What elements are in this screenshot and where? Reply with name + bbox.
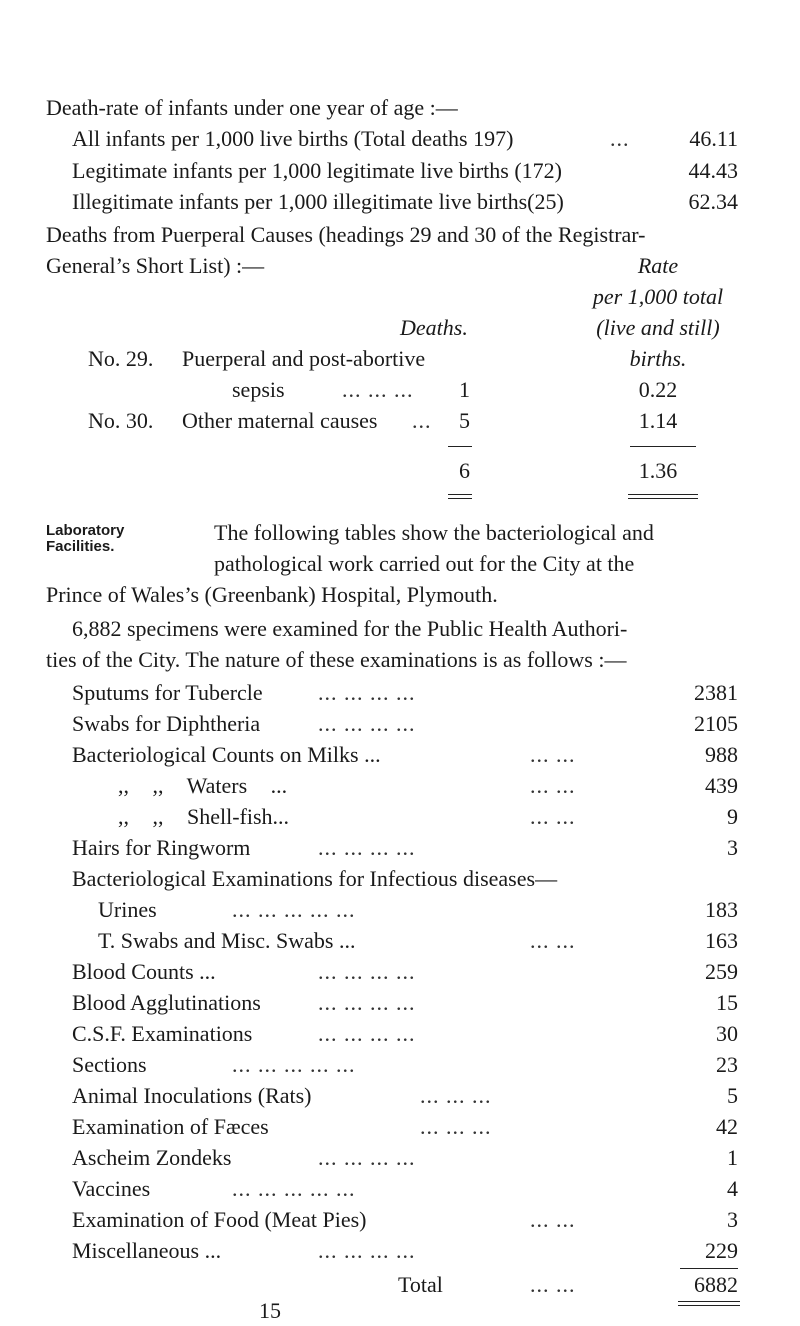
specimen-label: Urines xyxy=(98,897,157,922)
total-dots: ... ... xyxy=(530,1272,576,1297)
puerperal-no: No. 30. xyxy=(88,408,154,433)
specimen-count: 23 xyxy=(716,1052,738,1077)
specimen-count: 259 xyxy=(705,959,738,984)
puerperal-rate: 1.14 xyxy=(638,408,678,433)
specimen-count: 3 xyxy=(727,835,738,860)
infant-row-label: Illegitimate infants per 1,000 illegitimate live births(25) xyxy=(72,189,564,214)
puerperal-heading-line2: General’s Short List) :— xyxy=(46,253,265,278)
infant-row-dots: ... xyxy=(610,126,630,151)
puerperal-total-deaths: 6 xyxy=(459,458,470,483)
lab-paragraph: ties of the City. The nature of these examinations is as follows :— xyxy=(46,647,627,672)
specimen-dots: ... ... xyxy=(530,804,576,829)
specimen-dots: ... ... ... ... ... xyxy=(232,897,356,922)
specimen-dots: ... ... ... ... xyxy=(318,1238,416,1263)
infant-row-value: 46.11 xyxy=(689,126,738,151)
specimen-count: 229 xyxy=(705,1238,738,1263)
side-heading: Laboratory xyxy=(46,522,125,539)
specimen-count: 30 xyxy=(716,1021,738,1046)
deaths-column-header: Deaths. xyxy=(400,315,468,340)
infant-row-label: Legitimate infants per 1,000 legitimate live births (172) xyxy=(72,158,562,183)
specimen-dots: ... ... ... ... xyxy=(318,835,416,860)
specimen-dots: ... ... ... ... xyxy=(318,1145,416,1170)
lab-paragraph: Prince of Wales’s (Greenbank) Hospital, Plymouth. xyxy=(46,582,498,607)
specimen-label: Hairs for Ringworm xyxy=(72,835,251,860)
puerperal-total-rate: 1.36 xyxy=(638,458,678,483)
page-number: 15 xyxy=(259,1298,281,1323)
specimen-dots: ... ... ... ... xyxy=(318,959,416,984)
specimen-dots: ... ... ... ... xyxy=(318,711,416,736)
total-double-rule xyxy=(678,1301,740,1306)
specimen-dots: ... ... ... xyxy=(420,1083,492,1108)
infant-row-value: 44.43 xyxy=(688,158,738,183)
specimen-dots: ... ... ... xyxy=(420,1114,492,1139)
specimen-count: 439 xyxy=(705,773,738,798)
puerperal-dots: ... ... ... xyxy=(342,377,414,402)
specimen-count: 42 xyxy=(716,1114,738,1139)
total-rule xyxy=(680,1268,738,1269)
specimen-count: 988 xyxy=(705,742,738,767)
specimen-label: ,, ,, Waters ... xyxy=(118,773,288,798)
specimen-count: 15 xyxy=(716,990,738,1015)
rate-subtotal-rule xyxy=(630,446,696,447)
puerperal-cause: sepsis xyxy=(232,377,285,402)
lab-paragraph: pathological work carried out for the City at the xyxy=(214,551,635,576)
specimen-label: Swabs for Diphtheria xyxy=(72,711,261,736)
side-heading: Facilities. xyxy=(46,538,115,555)
specimen-label: Miscellaneous ... xyxy=(72,1238,222,1263)
specimen-dots: ... ... ... ... ... xyxy=(232,1176,356,1201)
puerperal-deaths: 5 xyxy=(459,408,470,433)
infant-row-value: 62.34 xyxy=(688,189,738,214)
specimen-count: 5 xyxy=(727,1083,738,1108)
rate-column-header: Rate xyxy=(637,253,679,278)
puerperal-no: No. 29. xyxy=(88,346,154,371)
specimen-label: Examination of Food (Meat Pies) xyxy=(72,1207,367,1232)
specimen-count: 4 xyxy=(727,1176,738,1201)
specimen-dots: ... ... xyxy=(530,1207,576,1232)
specimen-label: C.S.F. Examinations xyxy=(72,1021,253,1046)
specimen-count: 1 xyxy=(727,1145,738,1170)
specimen-dots: ... ... ... ... xyxy=(318,990,416,1015)
specimen-label: Vaccines xyxy=(72,1176,151,1201)
specimen-dots: ... ... ... ... xyxy=(318,1021,416,1046)
specimen-count: 2381 xyxy=(694,680,738,705)
lab-paragraph: 6,882 specimens were examined for the Public Health Authori- xyxy=(72,616,628,641)
specimen-count: 3 xyxy=(727,1207,738,1232)
specimen-dots: ... ... xyxy=(530,773,576,798)
specimen-count: 9 xyxy=(727,804,738,829)
puerperal-cause: Puerperal and post-abortive xyxy=(182,346,426,371)
specimen-dots: ... ... ... ... ... xyxy=(232,1052,356,1077)
total-label: Total xyxy=(398,1272,443,1297)
infant-row-label: All infants per 1,000 live births (Total deaths 197) xyxy=(72,126,514,151)
infant-heading: Death-rate of infants under one year of age :— xyxy=(46,95,458,120)
specimen-label: Blood Counts ... xyxy=(72,959,216,984)
specimen-dots: ... ... xyxy=(530,742,576,767)
specimen-label: Bacteriological Counts on Milks ... xyxy=(72,742,381,767)
specimen-count: 2105 xyxy=(694,711,738,736)
specimen-label: Ascheim Zondeks xyxy=(72,1145,232,1170)
specimen-label: Sections xyxy=(72,1052,147,1077)
specimen-label: Animal Inoculations (Rats) xyxy=(72,1083,312,1108)
specimen-label: T. Swabs and Misc. Swabs ... xyxy=(98,928,356,953)
puerperal-heading-line1: Deaths from Puerperal Causes (headings 29 and 30 of the Registrar- xyxy=(46,222,646,247)
specimen-dots: ... ... ... ... xyxy=(318,680,416,705)
puerperal-rate: 0.22 xyxy=(638,377,678,402)
rate-column-header: per 1,000 total xyxy=(592,284,724,309)
deaths-subtotal-rule xyxy=(448,446,472,447)
rate-total-rule xyxy=(628,494,698,499)
puerperal-dots: ... xyxy=(412,408,432,433)
puerperal-cause: Other maternal causes xyxy=(182,408,378,433)
specimen-label: Examination of Fæces xyxy=(72,1114,269,1139)
deaths-total-rule xyxy=(448,494,472,499)
specimen-count: 183 xyxy=(705,897,738,922)
specimen-label: Sputums for Tubercle xyxy=(72,680,263,705)
infectious-subheading: Bacteriological Examinations for Infectious diseases— xyxy=(72,866,558,891)
specimen-dots: ... ... xyxy=(530,928,576,953)
rate-column-header: (live and still) xyxy=(596,315,720,340)
specimen-count: 163 xyxy=(705,928,738,953)
specimen-label: ,, ,, Shell-fish... xyxy=(118,804,290,829)
rate-column-header: births. xyxy=(629,346,687,371)
lab-paragraph: The following tables show the bacteriological and xyxy=(214,520,654,545)
specimen-label: Blood Agglutinations xyxy=(72,990,261,1015)
total-count: 6882 xyxy=(694,1272,738,1297)
puerperal-deaths: 1 xyxy=(459,377,470,402)
